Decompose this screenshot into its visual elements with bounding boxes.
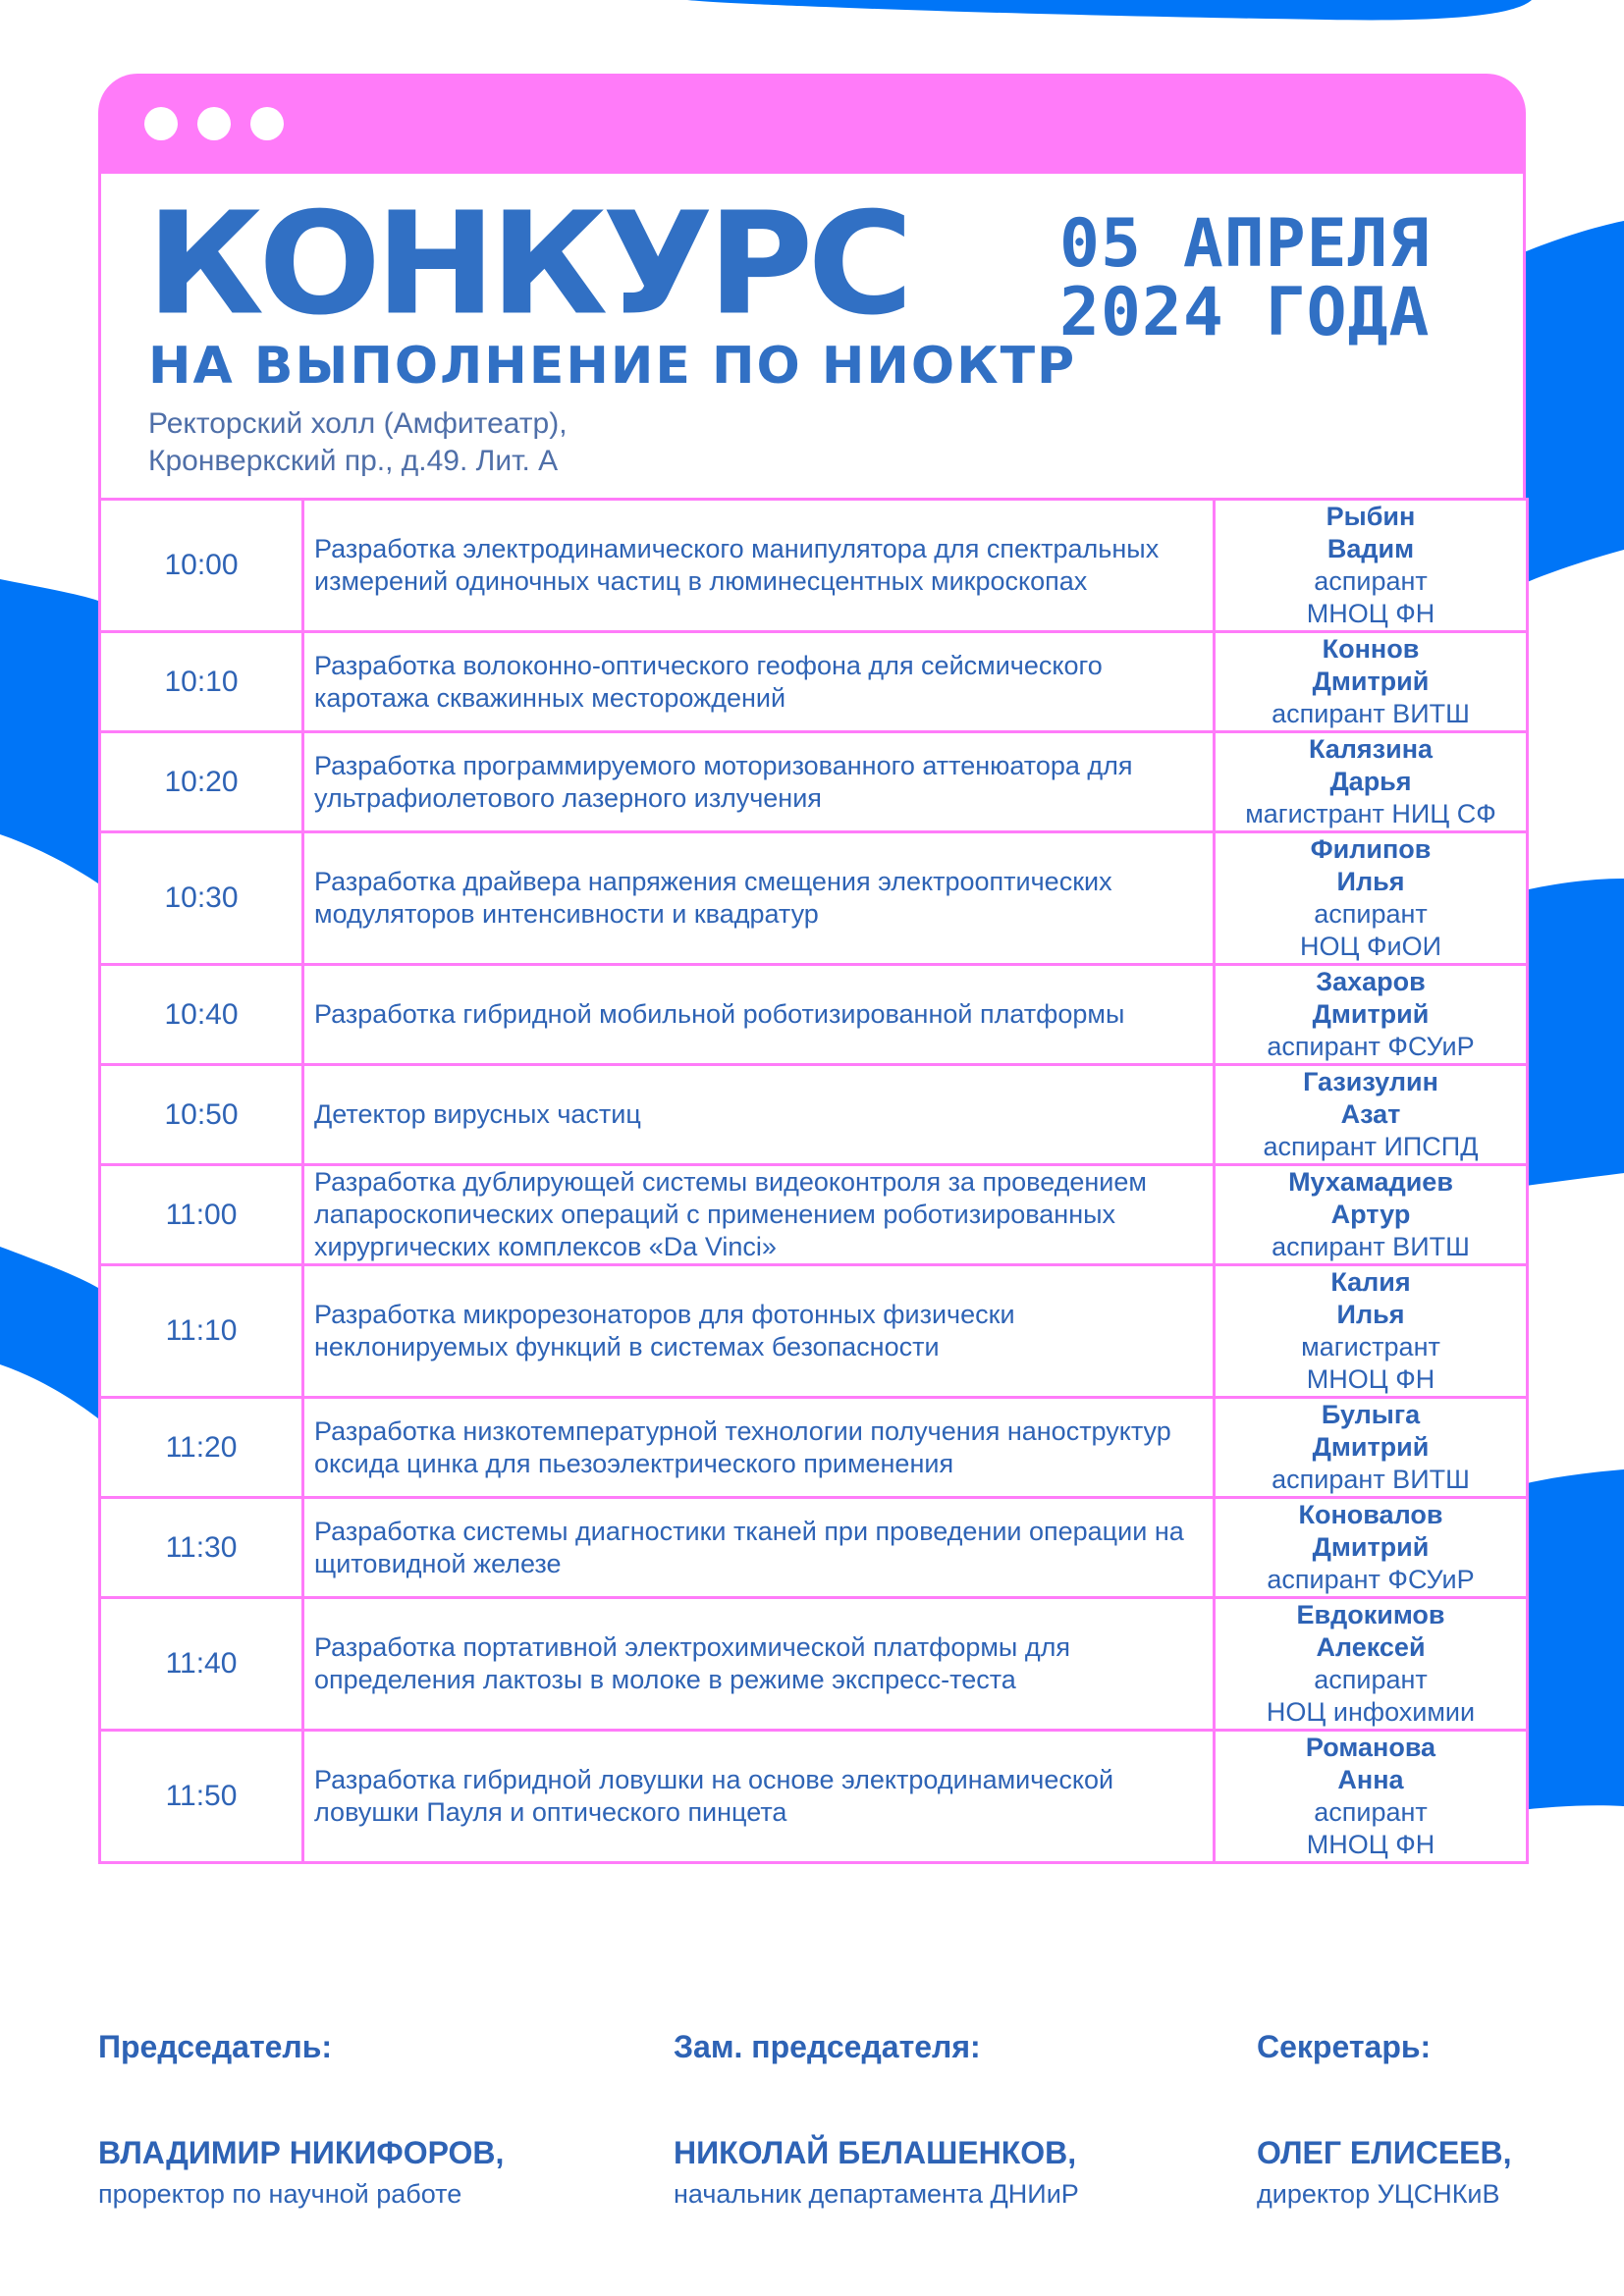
left-wave-1: [0, 579, 98, 883]
deputy-chairman-role: Зам. председателя:: [674, 2029, 981, 2064]
secretary-name: ОЛЕГ ЕЛИСЕЕВ,: [1257, 2135, 1512, 2170]
presenter-role: аспирант ВИТШ: [1272, 1465, 1470, 1494]
presenter-surname: Коннов: [1322, 634, 1420, 664]
presenter-surname: Булыга: [1321, 1400, 1421, 1429]
presenter-surname: Романова: [1305, 1733, 1436, 1762]
presenter-unit: МНОЦ ФН: [1306, 599, 1435, 628]
presenter-surname: Калия: [1330, 1267, 1411, 1297]
project-title: Разработка программируемого моторизованного аттенюатора для ультрафиолетового лазерного излучения: [303, 732, 1215, 832]
slot-time: 10:50: [100, 1065, 303, 1165]
presenter-name: Дарья: [1329, 767, 1412, 796]
venue-line-2: Кронверкский пр., д.49. Лит. А: [148, 445, 559, 477]
presenter: [1215, 1498, 1528, 1598]
slot-time: 11:50: [100, 1731, 303, 1863]
presenter-name: Дмитрий: [1312, 999, 1430, 1029]
project-title: Разработка портативной электрохимической платформы для определения лактозы в молоке в режиме экспресс-теста: [303, 1598, 1215, 1731]
presenter-name: Артур: [1330, 1200, 1411, 1229]
schedule-row: [100, 1598, 1528, 1731]
presenter-role: аспирант ФСУиР: [1267, 1565, 1475, 1594]
presenter-surname: Филипов: [1310, 834, 1432, 864]
deputy-chairman-name: НИКОЛАЙ БЕЛАШЕНКОВ,: [674, 2135, 1077, 2170]
project-title: Детектор вирусных частиц: [303, 1065, 1215, 1165]
project-title: Разработка системы диагностики тканей при проведении операции на щитовидной железе: [303, 1498, 1215, 1598]
chairman-block: [98, 2027, 504, 2212]
presenter-surname: Евдокимов: [1296, 1600, 1445, 1629]
project-title: Разработка электродинамического манипулятора для спектральных измерений одиночных частиц в люминесцентных микроскопах: [303, 500, 1215, 632]
slot-time: 11:20: [100, 1398, 303, 1498]
presenter: [1215, 1731, 1528, 1863]
presenter-role: аспирант ВИТШ: [1272, 1232, 1470, 1261]
schedule-table: [98, 498, 1529, 1864]
project-title: Разработка гибридной ловушки на основе электродинамической ловушки Пауля и оптического пинцета: [303, 1731, 1215, 1863]
window-dot: [250, 107, 284, 140]
presenter-name: Алексей: [1316, 1632, 1426, 1662]
chairman-role: Председатель:: [98, 2029, 333, 2064]
slot-time: 10:10: [100, 632, 303, 732]
schedule-row: [100, 500, 1528, 632]
program-card: [98, 74, 1526, 1963]
presenter-name: Азат: [1340, 1099, 1401, 1129]
presenter-role: магистрант НИЦ СФ: [1245, 799, 1496, 828]
presenter-name: Анна: [1337, 1765, 1404, 1794]
slot-time: 10:40: [100, 965, 303, 1065]
schedule-row: [100, 1398, 1528, 1498]
presenter: [1215, 632, 1528, 732]
presenter: [1215, 1598, 1528, 1731]
presenter-unit: НОЦ инфохимии: [1266, 1697, 1476, 1727]
project-title: Разработка волоконно-оптического геофона для сейсмического каротажа скважинных месторождений: [303, 632, 1215, 732]
presenter-unit: МНОЦ ФН: [1306, 1830, 1435, 1859]
presenter-name: Илья: [1336, 867, 1405, 896]
schedule-row: [100, 1265, 1528, 1398]
presenter-surname: Калязина: [1308, 734, 1434, 764]
presenter: [1215, 1398, 1528, 1498]
presenter-name: Дмитрий: [1312, 1432, 1430, 1462]
project-title: Разработка дублирующей системы видеоконтроля за проведением лапароскопических операций с применением роботизированных хирургических комплексов «Da Vinci»: [303, 1165, 1215, 1265]
schedule-row: [100, 832, 1528, 965]
presenter-name: Илья: [1336, 1300, 1405, 1329]
presenter-surname: Коновалов: [1298, 1500, 1443, 1529]
event-subtitle: НА ВЫПОЛНЕНИЕ ПО НИОКТР: [148, 337, 1077, 396]
secretary-block: [1257, 2027, 1512, 2212]
project-title: Разработка низкотемпературной технологии получения наноструктур оксида цинка для пьезоэлектрического применения: [303, 1398, 1215, 1498]
presenter: [1215, 1165, 1528, 1265]
presenter-role: аспирант: [1314, 566, 1428, 596]
presenter-name: Вадим: [1326, 534, 1415, 563]
secretary-position: директор УЦСНКиВ: [1257, 2179, 1500, 2209]
chairman-position: проректор по научной работе: [98, 2179, 462, 2209]
schedule-row: [100, 732, 1528, 832]
presenter: [1215, 965, 1528, 1065]
deputy-chairman-block: [674, 2027, 1079, 2212]
presenter: [1215, 832, 1528, 965]
presenter-role: аспирант: [1314, 1797, 1428, 1827]
slot-time: 11:00: [100, 1165, 303, 1265]
chairman-name: ВЛАДИМИР НИКИФОРОВ,: [98, 2135, 505, 2170]
right-wave-1: [1512, 221, 1624, 589]
presenter-unit: НОЦ ФиОИ: [1300, 932, 1441, 961]
event-venue: [148, 405, 568, 480]
schedule-row: [100, 632, 1528, 732]
deputy-chairman-position: начальник департамента ДНИиР: [674, 2179, 1079, 2209]
event-date-line-1: 05 АПРЕЛЯ: [1059, 205, 1431, 283]
presenter-name: Дмитрий: [1312, 1532, 1430, 1562]
slot-time: 11:30: [100, 1498, 303, 1598]
schedule-row: [100, 1731, 1528, 1863]
presenter-role: магистрант: [1301, 1332, 1440, 1362]
right-wave-2: [1512, 879, 1624, 1188]
schedule-row: [100, 1498, 1528, 1598]
presenter: [1215, 500, 1528, 632]
presenter: [1215, 1265, 1528, 1398]
left-wave-2: [0, 1247, 98, 1418]
schedule-row: [100, 965, 1528, 1065]
presenter-surname: Захаров: [1316, 967, 1426, 996]
presenter-surname: Рыбин: [1326, 502, 1416, 531]
window-dot: [144, 107, 178, 140]
project-title: Разработка микрорезонаторов для фотонных физически неклонируемых функций в системах безопасности: [303, 1265, 1215, 1398]
presenter-unit: МНОЦ ФН: [1306, 1364, 1435, 1394]
right-wave-3: [1512, 1469, 1624, 1811]
slot-time: 11:40: [100, 1598, 303, 1731]
presenter-name: Дмитрий: [1312, 667, 1430, 696]
presenter-role: аспирант ВИТШ: [1272, 699, 1470, 728]
presenter-surname: Газизулин: [1303, 1067, 1438, 1096]
top-wave: [687, 0, 1532, 20]
slot-time: 11:10: [100, 1265, 303, 1398]
presenter: [1215, 1065, 1528, 1165]
slot-time: 10:30: [100, 832, 303, 965]
event-date-line-2: 2024 ГОДА: [1059, 274, 1431, 351]
slot-time: 10:00: [100, 500, 303, 632]
window-dot: [197, 107, 231, 140]
presenter-role: аспирант: [1314, 899, 1428, 929]
project-title: Разработка гибридной мобильной роботизированной платформы: [303, 965, 1215, 1065]
presenter-role: аспирант: [1314, 1665, 1428, 1694]
presenter-role: аспирант ФСУиР: [1267, 1032, 1475, 1061]
schedule-row: [100, 1165, 1528, 1265]
event-title: КОНКУРС: [146, 182, 908, 347]
schedule-row: [100, 1065, 1528, 1165]
secretary-role: Секретарь:: [1257, 2029, 1432, 2064]
event-header: [98, 174, 1526, 498]
card-title-bar: [98, 74, 1526, 174]
slot-time: 10:20: [100, 732, 303, 832]
presenter-surname: Мухамадиев: [1288, 1167, 1453, 1197]
presenter-role: аспирант ИПСПД: [1263, 1132, 1479, 1161]
venue-line-1: Ректорский холл (Амфитеатр),: [148, 407, 568, 440]
project-title: Разработка драйвера напряжения смещения электрооптических модуляторов интенсивности и квадратур: [303, 832, 1215, 965]
presenter: [1215, 732, 1528, 832]
